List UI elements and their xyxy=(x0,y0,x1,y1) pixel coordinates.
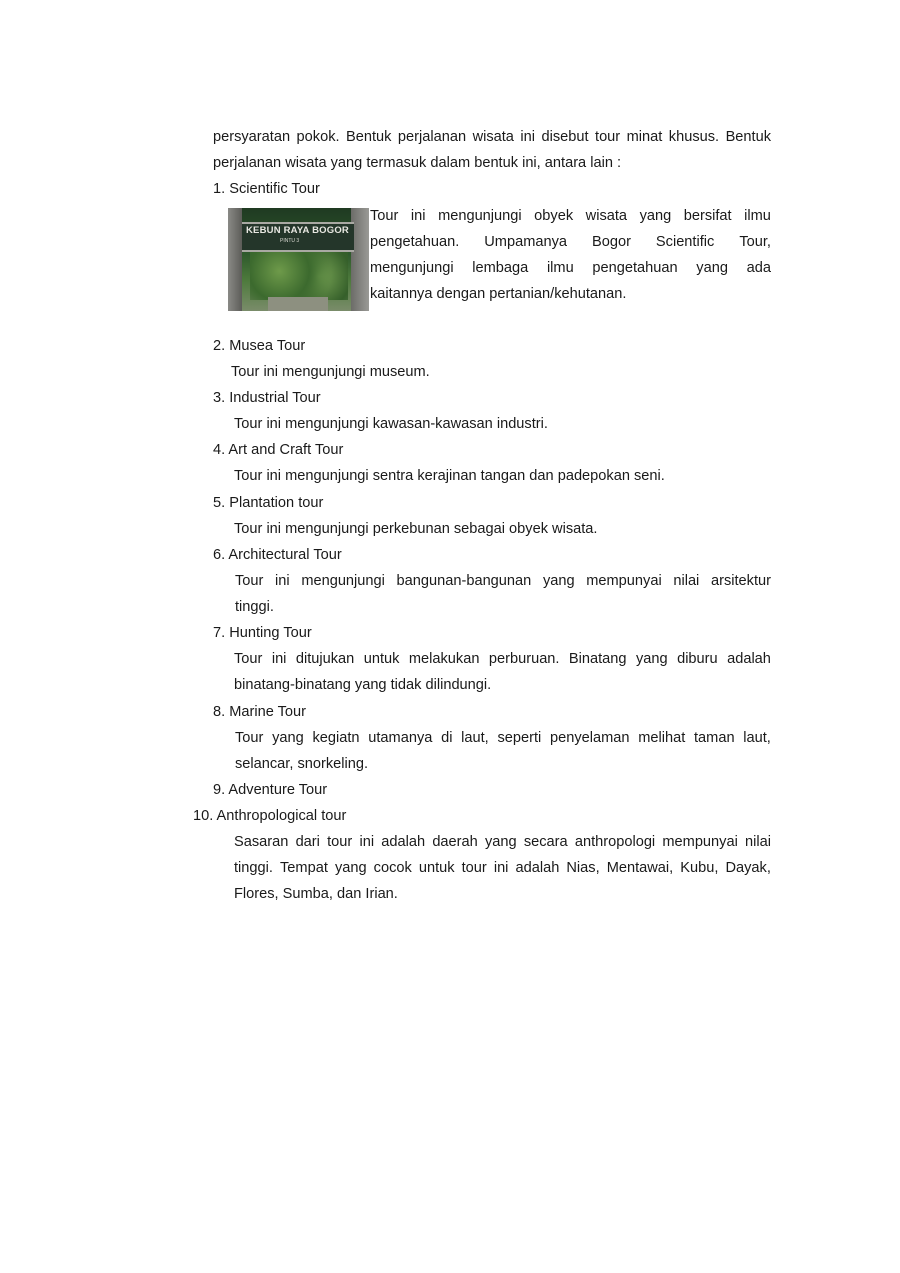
trees xyxy=(250,252,348,300)
word: persyaratan xyxy=(213,129,291,145)
word: ditujukan xyxy=(295,651,355,667)
item-body-line xyxy=(235,729,771,747)
word: wisata xyxy=(585,208,628,224)
word: mengunjungi xyxy=(438,208,522,224)
item-heading: 4. Art and Craft Tour xyxy=(213,442,344,458)
item-body-line: selancar, snorkeling. xyxy=(235,756,369,772)
item-heading: 10. Anthropological tour xyxy=(193,808,347,824)
word: Tour xyxy=(234,651,263,667)
gate-pillar-left xyxy=(228,208,242,311)
word: minat xyxy=(626,129,663,145)
word: mempunyai xyxy=(586,573,662,589)
item-body-line: Flores, Sumba, dan Irian. xyxy=(234,886,398,902)
word: yang xyxy=(696,260,728,276)
word: untuk xyxy=(418,860,455,876)
word: wisata xyxy=(472,129,514,145)
word: khusus. xyxy=(668,129,720,145)
word: anthropologi xyxy=(574,834,656,850)
word: yang xyxy=(272,730,304,746)
word: tour xyxy=(461,860,487,876)
word: adalah xyxy=(727,651,771,667)
item-heading: 8. Marine Tour xyxy=(213,704,307,720)
item-body-line: binatang-binatang yang tidak dilindungi. xyxy=(234,677,492,693)
item-body-line xyxy=(370,259,771,277)
item-heading: 1. Scientific Tour xyxy=(213,181,320,197)
word: arsitektur xyxy=(710,573,771,589)
item-body-line xyxy=(370,233,771,251)
word: perburuan. xyxy=(488,651,560,667)
word: yang xyxy=(635,651,668,667)
word: Umpamanya xyxy=(484,234,567,250)
word: ini xyxy=(275,573,290,589)
word: cocok xyxy=(373,860,412,876)
item-body-line xyxy=(234,833,771,851)
item-body-line xyxy=(234,859,771,877)
word: bangunan-bangunan xyxy=(396,573,532,589)
word: tour xyxy=(327,834,353,850)
gate-sign-text: KEBUN RAYA BOGOR xyxy=(246,225,349,236)
word: melakukan xyxy=(408,651,480,667)
word: bersifat xyxy=(683,208,732,224)
item-heading: 9. Adventure Tour xyxy=(213,782,328,798)
word: ini xyxy=(359,834,375,850)
item-body-line xyxy=(234,650,771,668)
word: kegiatn xyxy=(312,730,360,746)
item-body-line: Tour ini mengunjungi sentra kerajinan tangan dan padepokan seni. xyxy=(234,468,665,484)
word: utamanya xyxy=(368,730,433,746)
word: di xyxy=(441,730,453,746)
word: yang xyxy=(639,208,672,224)
word: ada xyxy=(746,260,771,276)
item-body-line: Tour ini mengunjungi perkebunan sebagai obyek wisata. xyxy=(234,521,598,537)
word: tour xyxy=(595,129,621,145)
word: Kubu, xyxy=(680,860,719,876)
item-body-line xyxy=(370,207,771,225)
item-heading: 2. Musea Tour xyxy=(213,338,306,354)
word: pengetahuan. xyxy=(370,234,460,250)
word: Tempat xyxy=(280,860,328,876)
word: ini xyxy=(520,129,536,145)
word: secara xyxy=(523,834,568,850)
word: Tour xyxy=(370,208,399,224)
item-body-line: tinggi. xyxy=(235,599,274,615)
word: penyelaman xyxy=(550,730,630,746)
word: yang xyxy=(334,860,367,876)
word: seperti xyxy=(497,730,542,746)
word: adalah xyxy=(381,834,426,850)
gate-sign-subtext: PINTU 3 xyxy=(280,238,300,244)
item-heading: 3. Industrial Tour xyxy=(213,390,321,406)
word: Dayak, xyxy=(725,860,771,876)
word: laut, xyxy=(743,730,771,746)
word: ilmu xyxy=(546,260,574,276)
word: ini xyxy=(410,208,426,224)
kebun-raya-bogor-photo xyxy=(228,208,369,311)
word: Tour xyxy=(235,573,264,589)
word: dari xyxy=(295,834,320,850)
item-body-line xyxy=(235,572,771,590)
word: tinggi. xyxy=(234,860,273,876)
word: diburu xyxy=(677,651,718,667)
word: Sasaran xyxy=(234,834,289,850)
word: nilai xyxy=(673,573,700,589)
item-heading: 6. Architectural Tour xyxy=(213,547,342,563)
road xyxy=(268,297,328,311)
word: adalah xyxy=(515,860,560,876)
word: yang xyxy=(484,834,517,850)
word: yang xyxy=(542,573,575,589)
word: Nias, xyxy=(566,860,600,876)
word: pengetahuan xyxy=(592,260,678,276)
word: ini xyxy=(271,651,287,667)
word: Bentuk xyxy=(346,129,392,145)
word: disebut xyxy=(541,129,589,145)
word: untuk xyxy=(363,651,400,667)
word: taman xyxy=(694,730,735,746)
intro-line-2: perjalanan wisata yang termasuk dalam bentuk ini, antara lain : xyxy=(213,155,622,171)
word: nilai xyxy=(745,834,771,850)
word: lembaga xyxy=(472,260,529,276)
item-heading: 7. Hunting Tour xyxy=(213,625,312,641)
word: ini xyxy=(493,860,509,876)
word: mempunyai xyxy=(662,834,738,850)
word: ilmu xyxy=(744,208,771,224)
item-body-line: kaitannya dengan pertanian/kehutanan. xyxy=(370,286,627,302)
word: Mentawai, xyxy=(606,860,674,876)
word: pokok. xyxy=(296,129,340,145)
word: Tour xyxy=(235,730,264,746)
word: Scientific xyxy=(655,234,715,250)
word: Bogor xyxy=(591,234,631,250)
word: Binatang xyxy=(568,651,627,667)
item-body-line: Tour ini mengunjungi museum. xyxy=(231,364,430,380)
word: obyek xyxy=(534,208,574,224)
word: Tour, xyxy=(739,234,771,250)
word: mengunjungi xyxy=(370,260,454,276)
word: perjalanan xyxy=(397,129,467,145)
word: melihat xyxy=(638,730,686,746)
word: daerah xyxy=(432,834,478,850)
word: mengunjungi xyxy=(301,573,385,589)
word: laut, xyxy=(461,730,489,746)
item-body-line: Tour ini mengunjungi kawasan-kawasan industri. xyxy=(234,416,548,432)
intro-line-1 xyxy=(213,128,771,146)
item-heading: 5. Plantation tour xyxy=(213,495,324,511)
word: Bentuk xyxy=(725,129,771,145)
